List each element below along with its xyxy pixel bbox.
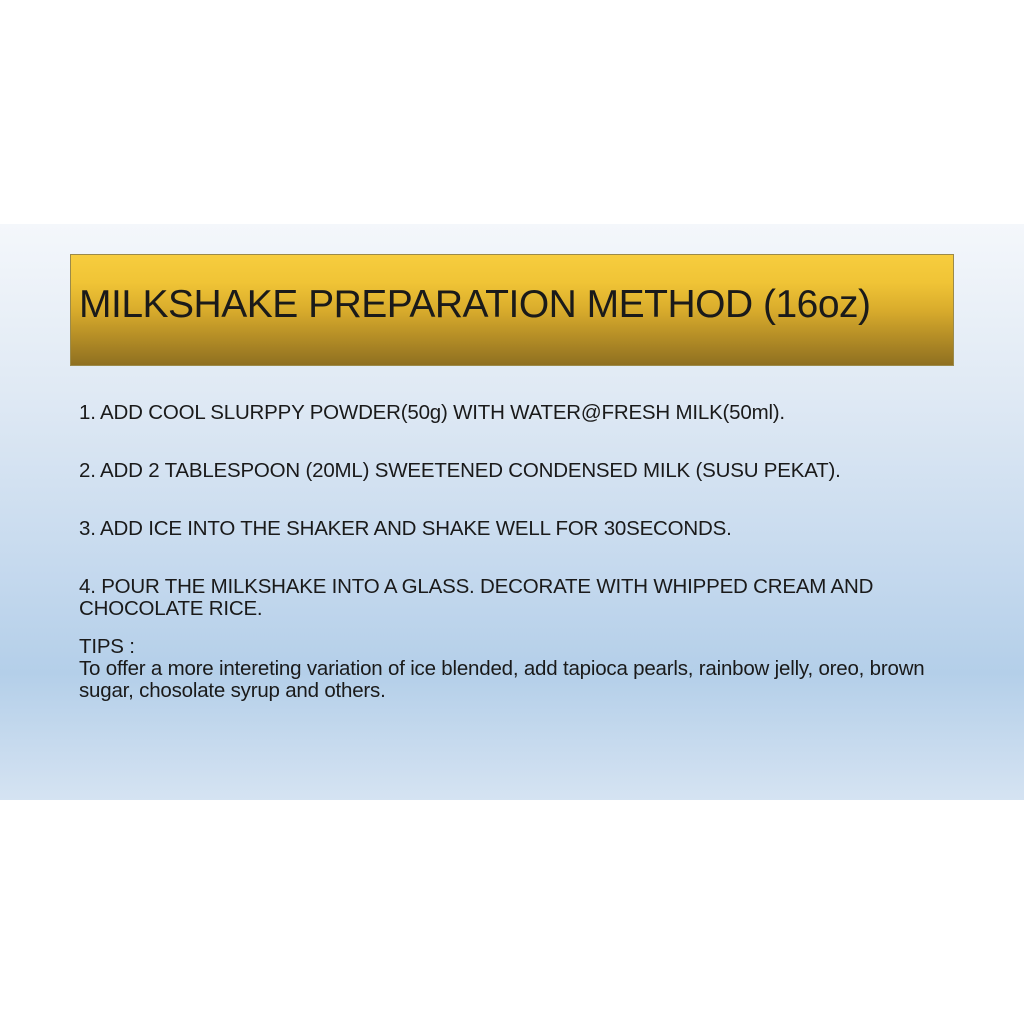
- tips-section: [79, 636, 959, 702]
- step-3: 3. ADD ICE INTO THE SHAKER AND SHAKE WELL FOR 30SECONDS.: [79, 517, 732, 540]
- step-1: 1. ADD COOL SLURPPY POWDER(50g) WITH WATER@FRESH MILK(50ml).: [79, 401, 785, 424]
- slide: [0, 224, 1024, 800]
- slide-title: MILKSHAKE PREPARATION METHOD (16oz): [79, 283, 871, 326]
- steps-list: [79, 402, 979, 630]
- tips-body: To offer a more intereting variation of ice blended, add tapioca pearls, rainbow jelly, oreo, brown sugar, chosolate syrup and others.: [79, 657, 925, 702]
- tips-heading: TIPS :: [79, 635, 135, 658]
- title-banner: [70, 254, 954, 366]
- step-4: 4. POUR THE MILKSHAKE INTO A GLASS. DECORATE WITH WHIPPED CREAM AND CHOCOLATE RICE.: [79, 575, 874, 620]
- step-2: 2. ADD 2 TABLESPOON (20ML) SWEETENED CONDENSED MILK (SUSU PEKAT).: [79, 459, 841, 482]
